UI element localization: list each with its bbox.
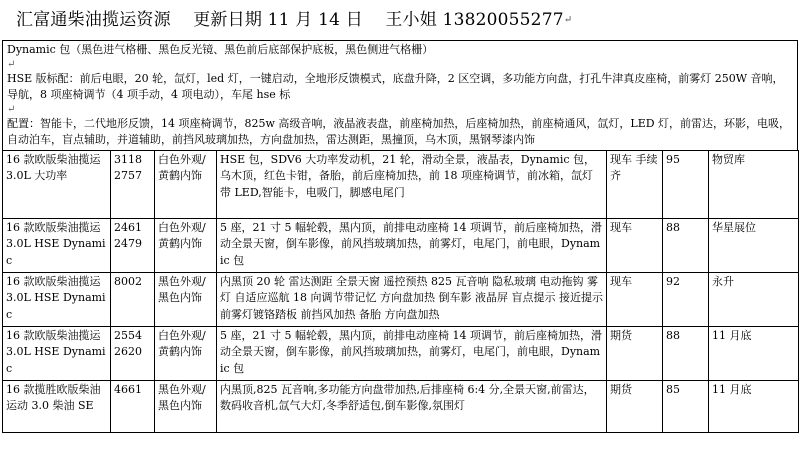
model-cell: 16 款欧版柴油揽运 3.0L HSE Dynamic [3,326,111,380]
table-row [3,380,799,432]
status-cell: 现车 手续齐 [607,150,663,218]
color-cell: 白色外观/黄鹤内饰 [155,218,217,272]
discount-cell: 85 [663,380,709,432]
status-cell: 期货 [607,380,663,432]
config-cell: 5 座，21 寸 5 幅轮毂，黑内顶，前排电动座椅 14 项调节，前后座椅加热，滑动全景天窗，倒车影像，前风挡玻璃加热，前雾灯，电尾门，前电眼，Dynamic 包 [217,218,607,272]
model-cell: 16 款欧版柴油揽运 3.0L HSE Dynamic [3,218,111,272]
model-cell: 16 款欧版柴油揽运 3.0L 大功率 [3,150,111,218]
status-cell: 现车 [607,272,663,326]
location-cell: 永升 [709,272,799,326]
discount-cell: 92 [663,272,709,326]
model-cell: 16 款欧版柴油揽运 3.0L HSE Dynamic [3,272,111,326]
return-arrow-icon: ↵ [7,58,16,70]
table-row [3,272,799,326]
config-desc: 配置：智能卡，二代地形反馈，14 项座椅调节，825w 高级音响，液晶液表盘，前座椅加热，后座椅加热，前座椅通风，氙灯，LED 灯，前雷达，环影，电吸，自动泊车，盲点辅助，并道辅助，前挡风玻璃加热，方向盘加热，雷达测距，黑撞顶，乌木顶，黑钢琴漆内饰 [7,116,791,146]
config-cell: 5 座，21 寸 5 幅轮毂，黑内顶，前排电动座椅 14 项调节，前后座椅加热，滑动全景天窗，倒车影像，前风挡玻璃加热，前雾灯，电尾门，前电眼，Dynamic 包 [217,326,607,380]
color-cell: 白色外观/黄鹤内饰 [155,150,217,218]
location-cell: 华星展位 [709,218,799,272]
return-arrow-icon: ↵ [7,103,16,115]
config-cell: 内黑顶 20 轮 雷达测距 全景天窗 遥控预热 825 瓦音响 隐私玻璃 电动拖钩 雾灯 自适应巡航 18 向调节带记忆 方向盘加热 倒车影 液晶屏 盲点提示 接近提示 前雾灯镀铬踏板 前挡风加热 备胎 方向盘加热 [217,272,607,326]
config-cell: HSE 包，SDV6 大功率发动机，21 轮，滑动全景，液晶表，Dynamic 包，乌木顶，红色卡钳，备胎，前后座椅加热，前 18 项座椅调节，前冰箱，氙灯带 LED,智能卡，电吸门，脚感电尾门 [217,150,607,218]
intro-box [2,40,798,150]
discount-cell: 95 [663,150,709,218]
page-header [0,0,800,40]
price-cell: 4661 [111,380,155,432]
status-cell: 现车 [607,218,663,272]
table-row [3,326,799,380]
status-cell: 期货 [607,326,663,380]
location-cell: 11 月底 [709,326,799,380]
table-row [3,218,799,272]
dynamic-pack-desc: Dynamic 包（黑色进气格栅、黑色反光镜、黑色前后底部保护底板，黑色侧进气格栅） [7,43,434,56]
color-cell: 黑色外观/黑色内饰 [155,272,217,326]
paragraph-mark-icon: ↵ [563,14,573,26]
location-cell: 11 月底 [709,380,799,432]
discount-cell: 88 [663,218,709,272]
price-cell: 2554 2620 [111,326,155,380]
color-cell: 黑色外观/黑色内饰 [155,380,217,432]
update-date: 更新日期 11 月 14 日 [193,10,363,30]
location-cell: 物贸库 [709,150,799,218]
table-row [3,150,799,218]
price-cell: 8002 [111,272,155,326]
price-cell: 3118 2757 [111,150,155,218]
company-title: 汇富通柴油揽运资源 [16,10,171,30]
inventory-table [2,150,799,433]
hse-standard-desc: HSE 版标配：前后电眼，20 轮，氙灯，led 灯，一键启动，全地形反馈模式，底盘升降，2 区空调，多功能方向盘，打孔牛津真皮座椅，前雾灯 250W 音响，导航，8 项座椅调节（4 项手动，4 项电动），车尾 hse 标 [7,71,784,101]
price-cell: 2461 2479 [111,218,155,272]
contact-info: 王小姐 13820055277 [385,10,564,30]
discount-cell: 88 [663,326,709,380]
color-cell: 白色外观/黄鹤内饰 [155,326,217,380]
model-cell: 16 款揽胜欧版柴油运动 3.0 柴油 SE [3,380,111,432]
config-cell: 内黑顶,825 瓦音响,多功能方向盘带加热,后排座椅 6:4 分,全景天窗,前雷达，数码收音机,氙气大灯,冬季舒适包,倒车影像,氛围灯 [217,380,607,432]
